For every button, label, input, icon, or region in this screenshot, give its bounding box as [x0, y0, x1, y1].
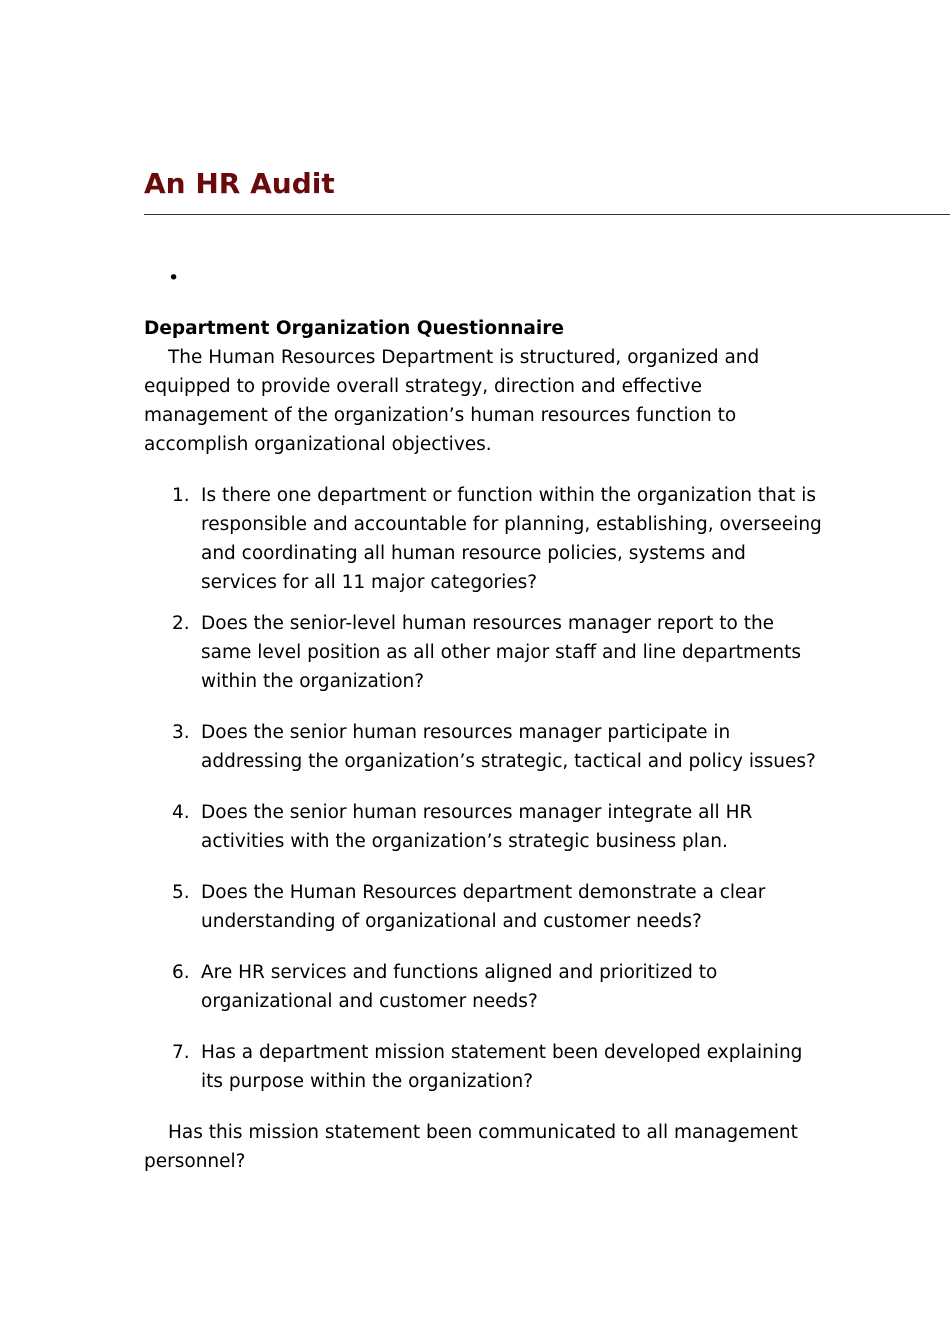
question-number: 5. — [172, 882, 190, 903]
question-text: Are HR services and functions aligned and prioritized to organizational and customer needs? — [201, 962, 718, 1012]
question-item — [144, 481, 824, 597]
section-heading: Department Organization Questionnaire — [144, 318, 564, 339]
question-list — [144, 481, 824, 1096]
question-number: 6. — [172, 962, 190, 983]
question-number: 1. — [172, 485, 190, 506]
closing-paragraph: Has this mission statement been communicated to all management personnel? — [144, 1122, 798, 1172]
question-text: Does the senior-level human resources manager report to the same level position as all other major staff and line departments within the organization? — [201, 613, 802, 692]
question-number: 2. — [172, 613, 190, 634]
question-text: Does the Human Resources department demonstrate a clear understanding of organizational and customer needs? — [201, 882, 766, 932]
question-number: 4. — [172, 802, 190, 823]
question-item — [144, 878, 824, 936]
question-text: Does the senior human resources manager integrate all HR activities with the organization’s strategic business plan. — [201, 802, 753, 852]
question-number: 7. — [172, 1042, 190, 1063]
question-item — [144, 609, 824, 696]
intro-paragraph: The Human Resources Department is structured, organized and equipped to provide overall strategy, direction and effective management of the organization’s human resources function to accomplish organizational objectives. — [144, 347, 760, 455]
question-item — [144, 1038, 824, 1096]
question-text: Has a department mission statement been developed explaining its purpose within the organization? — [201, 1042, 803, 1092]
empty-bullet: • — [168, 267, 180, 289]
document-title: An HR Audit — [144, 167, 335, 200]
question-text: Is there one department or function within the organization that is responsible and accountable for planning, establishing, overseeing and coordinating all human resource policies, systems and services for all 11 major categories? — [201, 485, 822, 593]
question-item — [144, 798, 824, 856]
question-item — [144, 958, 824, 1016]
document-body — [144, 314, 824, 1176]
question-number: 3. — [172, 722, 190, 743]
question-text: Does the senior human resources manager participate in addressing the organization’s strategic, tactical and policy issues? — [201, 722, 816, 772]
title-divider — [144, 214, 950, 215]
question-item — [144, 718, 824, 776]
